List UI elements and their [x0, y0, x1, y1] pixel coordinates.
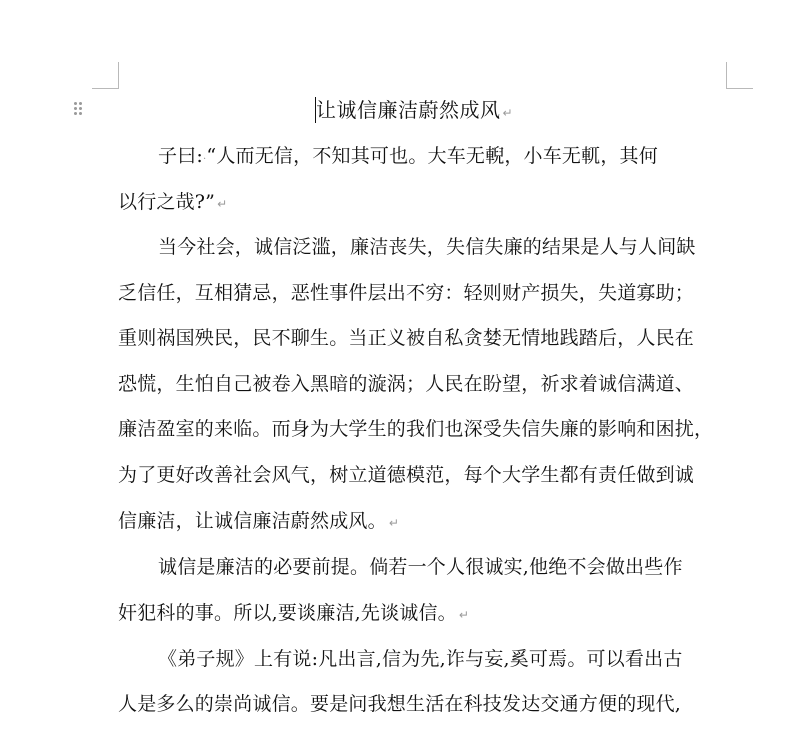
body-line[interactable]: 恐慌，生怕自己被卷入黑暗的漩涡；人民在盼望，祈求着诚信满道、 — [118, 373, 695, 395]
body-line[interactable]: 奸犯科的事。所以,要谈廉洁,先谈诚信。 ↵ — [118, 602, 470, 624]
title-text: 让诚信廉洁蔚然成风 — [316, 98, 501, 122]
body-line[interactable]: 信廉洁，让诚信廉洁蔚然成风。 ↵ — [118, 510, 400, 532]
paragraph-mark-icon: ↵ — [458, 608, 470, 622]
top-right-margin-mark — [726, 62, 753, 89]
body-line[interactable]: 诚信是廉洁的必要前提。倘若一个人很诚实,他绝不会做出些作 — [158, 556, 683, 578]
body-line[interactable]: 廉洁盈室的来临。而身为大学生的我们也深受失信失廉的影响和困扰， — [118, 418, 714, 440]
document-title[interactable] — [316, 96, 513, 127]
body-line[interactable]: 以行之哉?” ↵ — [118, 191, 228, 213]
top-left-margin-mark — [92, 62, 119, 89]
body-line[interactable]: 重则祸国殃民，民不聊生。当正义被自私贪婪无情地践踏后，人民在 — [118, 327, 695, 349]
body-line[interactable]: 《弟子规》上有说:凡出言,信为先,诈与妄,奚可焉。可以看出古 — [158, 648, 683, 670]
body-line[interactable]: 当今社会，诚信泛滥，廉洁丧失，失信失廉的结果是人与人间缺 — [158, 236, 696, 258]
body-line[interactable]: 子曰:·“人而无信，不知其可也。大车无輗，小车无軏，其何 — [158, 145, 658, 167]
body-line[interactable]: 人是多么的崇尚诚信。要是问我想生活在科技发达交通方便的现代, — [118, 693, 682, 715]
paragraph-mark-icon: ↵ — [217, 197, 228, 211]
drag-handle-icon[interactable] — [74, 102, 84, 118]
paragraph-mark-icon: ↵ — [502, 106, 514, 120]
body-line[interactable]: 乏信任，互相猜忌，恶性事件层出不穷：轻则财产损失，失道寡助； — [118, 282, 695, 304]
space-marker-icon: · — [203, 154, 207, 165]
body-line[interactable]: 为了更好改善社会风气，树立道德模范，每个大学生都有责任做到诚 — [118, 464, 695, 486]
paragraph-mark-icon: ↵ — [388, 516, 400, 530]
